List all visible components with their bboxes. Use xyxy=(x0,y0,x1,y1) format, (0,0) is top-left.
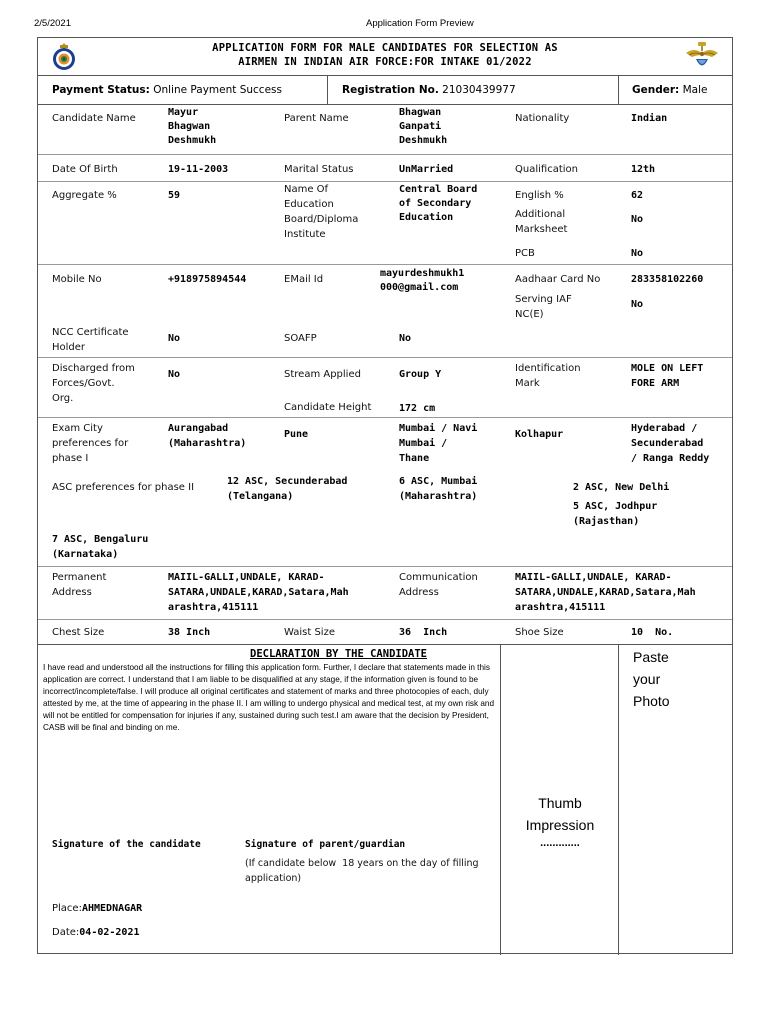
aadhaar-value: 283358102260 xyxy=(631,274,704,285)
board-label-line: Education xyxy=(284,199,334,210)
asc-line: 2 ASC, New Delhi xyxy=(573,482,670,493)
preview-title: Application Form Preview xyxy=(366,18,474,29)
address-label-line: Permanent xyxy=(52,572,107,583)
asc-pref-1 xyxy=(227,474,347,504)
address-line: MAIIL-GALLI,UNDALE, KARAD- xyxy=(168,572,325,583)
exam-label-line: phase I xyxy=(52,453,89,464)
asc-line: 6 ASC, Mumbai xyxy=(399,476,478,487)
exam-city-5 xyxy=(631,421,709,466)
name-line: Deshmukh xyxy=(168,135,217,146)
soafp-label: SOAFP xyxy=(284,333,317,344)
marital-value: UnMarried xyxy=(399,164,454,175)
discharged-label xyxy=(52,361,135,406)
exam-city-line: Aurangabad xyxy=(168,423,229,434)
chest-size-label: Chest Size xyxy=(52,627,105,638)
discharged-label-line: Forces/Govt. xyxy=(52,378,115,389)
qualification-value: 12th xyxy=(631,164,656,175)
address-line: arashtra,415111 xyxy=(168,602,259,613)
parent-line: Ganpati xyxy=(399,121,442,132)
iaf-eagle-crest-icon xyxy=(684,41,720,73)
board-value xyxy=(399,183,477,225)
registration-label: Registration No. xyxy=(342,84,439,96)
registration-number xyxy=(342,76,516,105)
address-label-line: Communication xyxy=(399,572,478,583)
name-line: Bhagwan xyxy=(168,121,211,132)
serving-label-line: NC(E) xyxy=(515,309,544,320)
ncc-value: No xyxy=(168,333,181,344)
permanent-address-value xyxy=(168,570,349,615)
photo-box xyxy=(633,646,723,712)
application-form xyxy=(37,37,733,954)
row-divider xyxy=(38,154,732,155)
ncc-label-line: NCC Certificate xyxy=(52,327,129,338)
shoe-size-label: Shoe Size xyxy=(515,627,564,638)
address-line: SATARA,UNDALE,KARAD,Satara,Mah xyxy=(515,587,696,598)
declaration-title: DECLARATION BY THE CANDIDATE xyxy=(250,648,428,660)
address-line: SATARA,UNDALE,KARAD,Satara,Mah xyxy=(168,587,349,598)
thumb-dots: ............. xyxy=(540,837,580,849)
pcb-label: PCB xyxy=(515,248,535,259)
board-label xyxy=(284,182,358,242)
photo-line: your xyxy=(633,671,661,687)
english-label: English % xyxy=(515,190,564,201)
exam-label-line: Exam City xyxy=(52,423,103,434)
row-divider xyxy=(38,566,732,567)
email-line: 000@gmail.com xyxy=(380,282,459,293)
serving-iaf-label xyxy=(515,292,572,322)
photo-line: Photo xyxy=(633,693,670,709)
soafp-value: No xyxy=(399,333,412,344)
exam-city-1 xyxy=(168,421,246,451)
permanent-address-label xyxy=(52,570,106,600)
additional-label-line: Marksheet xyxy=(515,224,568,235)
stream-label: Stream Applied xyxy=(284,369,361,380)
exam-city-line: Hyderabad / xyxy=(631,423,698,434)
chest-size-value: 38 Inch xyxy=(168,627,211,638)
qualification-label: Qualification xyxy=(515,164,578,175)
serving-iaf-value: No xyxy=(631,299,644,310)
aggregate-label: Aggregate % xyxy=(52,190,117,201)
discharged-label-line: Discharged from xyxy=(52,363,135,374)
divider xyxy=(327,76,328,105)
parent-signature-label: Signature of parent/guardian xyxy=(245,839,406,850)
divider xyxy=(618,76,619,105)
nationality-value: Indian xyxy=(631,113,668,124)
serving-label-line: Serving IAF xyxy=(515,294,572,305)
stream-value: Group Y xyxy=(399,369,442,380)
asc-pref-5 xyxy=(52,532,148,562)
discharged-value: No xyxy=(168,369,181,380)
form-title-line1: APPLICATION FORM FOR MALE CANDIDATES FOR SELECTION AS xyxy=(212,42,558,54)
exam-city-line: (Maharashtra) xyxy=(168,438,247,449)
additional-marksheet-label xyxy=(515,207,567,237)
row-divider xyxy=(38,644,732,645)
date-value: 04-02-2021 xyxy=(79,927,140,938)
dob-label: Date Of Birth xyxy=(52,164,118,175)
board-value-line: Central Board xyxy=(399,184,478,195)
exam-city-3 xyxy=(399,421,477,466)
exam-city-line: Mumbai / xyxy=(399,438,448,449)
board-value-line: Education xyxy=(399,212,454,223)
asc-line: (Karnataka) xyxy=(52,549,119,560)
communication-address-label xyxy=(399,570,478,600)
waist-size-label: Waist Size xyxy=(284,627,335,638)
ncc-label xyxy=(52,325,129,355)
asc-line: (Maharashtra) xyxy=(399,491,478,502)
row-divider xyxy=(38,619,732,620)
name-line: Mayur xyxy=(168,107,199,118)
board-value-line: of Secondary xyxy=(399,198,472,209)
parent-line: Deshmukh xyxy=(399,135,448,146)
row-divider xyxy=(38,181,732,182)
parent-name-value xyxy=(399,106,447,148)
height-value: 172 cm xyxy=(399,403,436,414)
candidate-signature-label: Signature of the candidate xyxy=(52,839,201,850)
note-line: (If candidate below 18 years on the day of filling xyxy=(245,858,479,869)
exam-city-line: Pune xyxy=(284,429,309,440)
status-bar xyxy=(38,76,732,105)
waist-size-value: 36 Inch xyxy=(399,627,448,638)
mobile-label: Mobile No xyxy=(52,274,102,285)
candidate-name-label: Candidate Name xyxy=(52,113,136,124)
place xyxy=(52,901,142,916)
photo-line: Paste xyxy=(633,649,669,665)
email-label: EMail Id xyxy=(284,274,324,285)
asc-line: (Telangana) xyxy=(227,491,294,502)
board-label-line: Name Of xyxy=(284,184,329,195)
exam-city-line: Secunderabad xyxy=(631,438,704,449)
gender xyxy=(632,76,707,105)
note-line: application) xyxy=(245,873,302,884)
board-label-line: Institute xyxy=(284,229,326,240)
date-label: Date: xyxy=(52,927,80,938)
place-value: AHMEDNAGAR xyxy=(81,903,143,914)
registration-value: 21030439977 xyxy=(442,84,516,96)
row-divider xyxy=(38,264,732,265)
parent-line: Bhagwan xyxy=(399,107,442,118)
address-line: MAIIL-GALLI,UNDALE, KARAD- xyxy=(515,572,672,583)
asc-pref-4 xyxy=(573,499,657,529)
idmark-label-line: Mark xyxy=(515,378,540,389)
asc-line: 7 ASC, Bengaluru xyxy=(52,534,149,545)
exam-label-line: preferences for xyxy=(52,438,129,449)
gender-value: Male xyxy=(682,84,708,96)
row-divider xyxy=(38,417,732,418)
candidate-name-value xyxy=(168,106,216,148)
address-label-line: Address xyxy=(399,587,439,598)
exam-city-line: / Ranga Reddy xyxy=(631,453,710,464)
payment-status xyxy=(52,76,282,105)
address-line: arashtra,415111 xyxy=(515,602,606,613)
aggregate-value: 59 xyxy=(168,190,181,201)
email-line: mayurdeshmukh1 xyxy=(380,268,465,279)
asc-line: 5 ASC, Jodhpur xyxy=(573,501,658,512)
asc-pref-3 xyxy=(573,480,669,495)
asc-pref-2 xyxy=(399,474,477,504)
dob-value: 19-11-2003 xyxy=(168,164,229,175)
address-label-line: Address xyxy=(52,587,92,598)
exam-city-2 xyxy=(284,427,308,442)
place-label: Place: xyxy=(52,903,82,914)
marital-label: Marital Status xyxy=(284,164,354,175)
thumb-impression-box xyxy=(500,792,620,850)
identification-mark-value xyxy=(631,361,703,391)
nationality-label: Nationality xyxy=(515,113,570,124)
email-value xyxy=(380,267,464,295)
form-header xyxy=(38,38,732,76)
print-date: 2/5/2021 xyxy=(34,18,71,29)
asc-preferences-label: ASC preferences for phase II xyxy=(52,482,195,493)
identification-mark-label xyxy=(515,361,581,391)
row-divider xyxy=(38,357,732,358)
asc-line: 12 ASC, Secunderabad xyxy=(227,476,348,487)
exam-city-4 xyxy=(515,427,563,442)
idmark-line: MOLE ON LEFT xyxy=(631,363,704,374)
exam-city-label xyxy=(52,421,128,466)
communication-address-value xyxy=(515,570,696,615)
thumb-line: Thumb xyxy=(538,795,582,811)
discharged-label-line: Org. xyxy=(52,393,74,404)
form-title-line2: AIRMEN IN INDIAN AIR FORCE:FOR INTAKE 01/2022 xyxy=(238,56,532,68)
height-label: Candidate Height xyxy=(284,402,372,413)
idmark-label-line: Identification xyxy=(515,363,581,374)
declaration-text: I have read and understood all the instructions for filling this application form. Further, I declare that statements made in this application are correct. I understand that I am liable to be disqualified at any stage, if the information given is found to be incorrect/incomplete/false. I will produce all original certificates and statement of marks and three photocopies of each, duly attested by me, at the time of appearing in the phase II. I am willing to undergo physical and medical test, at my own risk and will not be entitled for compensation for injuries if any, sustained during such test.I am aware that the decision by President, CASB will be final and binding on me. xyxy=(43,663,495,732)
payment-status-label: Payment Status: xyxy=(52,84,150,96)
shoe-size-value: 10 No. xyxy=(631,627,674,638)
additional-label-line: Additional xyxy=(515,209,566,220)
parent-name-label: Parent Name xyxy=(284,113,349,124)
additional-marksheet-value: No xyxy=(631,214,644,225)
asc-line: (Rajasthan) xyxy=(573,516,640,527)
thumb-line: Impression xyxy=(525,817,595,833)
print-header xyxy=(34,18,734,32)
board-label-line: Board/Diploma xyxy=(284,214,359,225)
exam-city-line: Thane xyxy=(399,453,430,464)
idmark-line: FORE ARM xyxy=(631,378,680,389)
mobile-value: +918975894544 xyxy=(168,274,247,285)
ncc-label-line: Holder xyxy=(52,342,86,353)
payment-status-value: Online Payment Success xyxy=(153,84,282,96)
english-value: 62 xyxy=(631,190,644,201)
date xyxy=(52,925,140,940)
aadhaar-label: Aadhaar Card No xyxy=(515,274,601,285)
exam-city-line: Kolhapur xyxy=(515,429,564,440)
pcb-value: No xyxy=(631,248,644,259)
exam-city-line: Mumbai / Navi xyxy=(399,423,478,434)
parent-signature-note xyxy=(245,856,479,886)
gender-label: Gender: xyxy=(632,84,680,96)
